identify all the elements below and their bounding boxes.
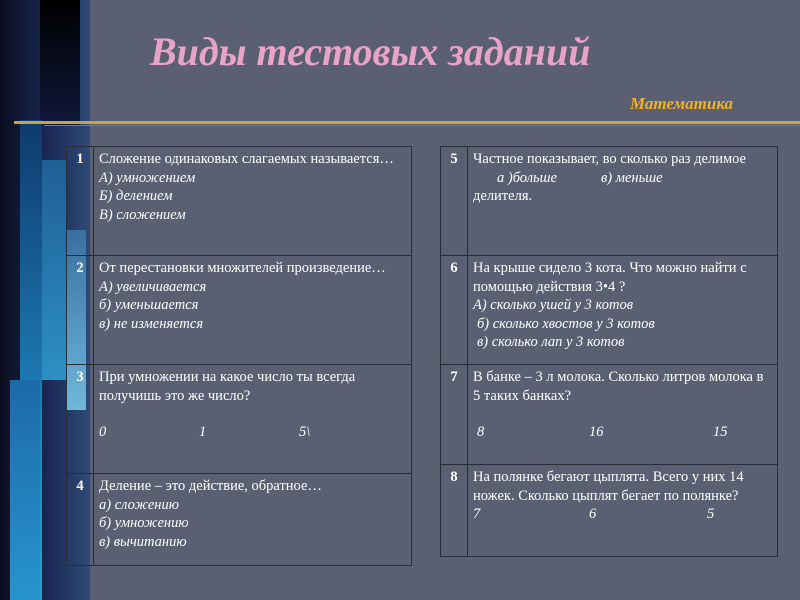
task-row [441,465,778,557]
task-cell [94,147,412,256]
subject-label: Математика [630,94,734,113]
task-row [441,365,778,465]
answer-choice: 7 [473,506,481,522]
slide-title: Виды тестовых заданий [150,29,591,74]
answer-choice: в) меньше [601,169,663,186]
task-cell [94,365,412,474]
task-option: В) сложением [99,206,186,223]
task-row [441,147,778,256]
task-number: 3 [67,365,94,474]
answer-choices [99,423,407,442]
task-row [67,365,412,474]
task-question: Частное показывает, во сколько раз делимое [473,151,746,167]
task-option: б) умножению [99,515,189,531]
task-option: в) вычитанию [99,533,187,550]
answer-choices [473,505,773,524]
task-option: А) умножением [99,169,196,186]
task-option: Б) делением [99,188,173,204]
task-number: 5 [441,147,468,256]
task-question: В банке – 3 л молока. Сколько литров молока в 5 таких банках? [473,369,764,404]
task-option: А) сколько ушей у 3 котов [473,297,634,313]
decor-stripe [10,380,40,600]
answer-choice: 8 [477,424,485,440]
decor-stripe [40,0,80,125]
task-question: Деление – это действие, обратное… [99,478,322,494]
answer-choice: 5 [707,506,715,522]
task-number: 6 [441,256,468,365]
task-row [441,256,778,365]
task-option: А) увеличивается [99,278,207,295]
task-question: От перестановки множителей произведение… [99,260,386,276]
task-cell [94,256,412,365]
answer-choices [473,423,773,442]
task-cell [468,147,778,256]
tasks-table-left [66,146,412,566]
task-row [67,256,412,365]
task-option: б) сколько хвостов у 3 котов [477,315,655,332]
task-question: Сложение одинаковых слагаемых называется… [99,151,394,167]
task-number: 4 [67,474,94,566]
divider [14,121,800,124]
task-number: 8 [441,465,468,557]
task-number: 1 [67,147,94,256]
answer-choice: 6 [589,506,597,522]
task-question: При умножении на какое число ты всегда получишь это же число? [99,369,356,404]
task-cell [468,256,778,365]
tasks-table-right [440,146,778,557]
task-cell [94,474,412,566]
task-row [67,147,412,256]
answer-choice: 15 [713,424,728,440]
task-question-end: делителя. [473,188,533,204]
task-cell [468,365,778,465]
decor-stripe [42,160,66,380]
answer-choice: 5\ [299,424,311,440]
divider [44,125,800,126]
answer-choice: 16 [589,424,604,440]
task-question: На полянке бегают цыплята. Всего у них 14 ножек. Сколько цыплят бегает по полянке? [473,469,744,504]
answer-choice: а )больше [497,169,557,186]
task-row [67,474,412,566]
task-question: На крыше сидело 3 кота. Что можно найти с помощью действия 3•4 ? [473,260,747,295]
task-number: 7 [441,365,468,465]
answer-choice: 0 [99,424,107,440]
answer-choice: 1 [199,424,207,440]
task-option: б) уменьшается [99,297,199,313]
task-option: в) сколько лап у 3 котов [477,334,625,350]
task-option: а) сложению [99,496,179,513]
answer-choices [473,169,773,188]
task-number: 2 [67,256,94,365]
task-cell [468,465,778,557]
task-option: в) не изменяется [99,315,204,332]
